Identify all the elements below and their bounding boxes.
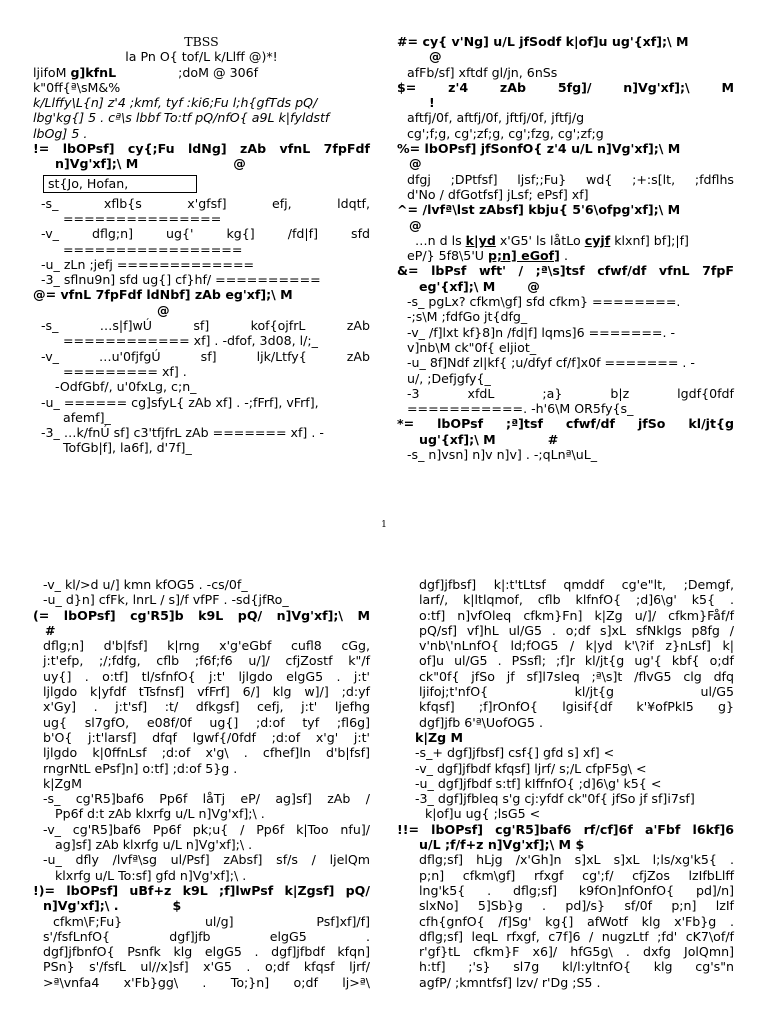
question-9-item-b-cont: ag]sf] zAb klxrfg u/L n]Vg'xf];\ . <box>55 837 253 853</box>
question-2-item-d-cont: TofGb|f], la6f], d'7f]_ <box>63 440 192 456</box>
question-1-heading-cont: n]Vg'xf];\ M @ <box>55 156 246 172</box>
question-9-item-a-cont: Pp6f d:t zAb klxrfg u/L n]Vg'xf];\ . <box>55 806 265 822</box>
page1-right-column <box>397 34 734 462</box>
question-10-subhead: k|Zg M <box>415 729 464 745</box>
question-1-heading: != lbOPsf] cy{;Fu ldNg] zAb vfnL 7fpFdf <box>33 141 370 157</box>
passage-line: ug{ sl7gfO, e08f/0f ug{] ;d:of tyf ;fl6g] <box>43 714 370 730</box>
question-5-heading: %= lbOPsf] jfSonfO{ z'4 u/L n]Vg'xf];\ M <box>397 141 681 157</box>
passage-line: b'O{ j:t'larsf] dfqf lgwf{/0fdf ;d:of x'g' j:t' <box>43 729 370 745</box>
passage-line: rngrNtL ePsf]n] o:tf] ;d:of 5}g . <box>43 760 238 776</box>
passage-line: pQ/sf] vf]hL ul/G5 . o;df s]xL sfNklgs p8fg / <box>419 622 734 638</box>
question-6-sentence-2: eP/} 5f8\5'U p;n] eGof] . <box>407 248 568 264</box>
passage2-line: >ª\vnfa4 x'Fb}gg\ . To;}n] o;df lj>ª\ <box>43 974 370 990</box>
passage2-line: cfkm\F;Fu} ul/g] Psf]xf]/f] <box>53 913 370 929</box>
passage2-line: h:tf] ;'s} sl7g kl/l:yltnfO{ klg cg's"n <box>419 959 734 975</box>
question-2-item-a-cont: ============ xf] . -dfof, 3d08, l/;_ <box>63 333 318 349</box>
passage2-line: dflg;sf] leqL rfxgf, c7f]6 / nugzLtf ;fd' cK7\of/f <box>419 928 734 944</box>
question-10-heading-cont: n]Vg'xf];\ . $ <box>43 898 182 914</box>
passage-line: ck"0f{ jfSo jf sf]l7sleq ;ª\s]t /flvG5 clg dfq <box>419 668 734 684</box>
page1-left-column <box>33 34 370 456</box>
question-5-item-1: dfgj ;DPtfsf] ljsf;;Fu} wd{ ;+:s[lt, ;fdflhs <box>407 171 734 187</box>
underlined-word-1: k|yd <box>465 232 496 248</box>
question-9-subhead: k|ZgM <box>43 775 83 791</box>
question-6-sentence-1: …n d ls k|yd x'G5' ls låtLo cyjf klxnf] bf];|f] <box>415 232 689 248</box>
document-page-2 <box>0 560 768 1024</box>
passage2-line: agfP/ ;kmntfsf] lzv/ r'Dg ;S5 . <box>419 974 601 990</box>
passage2-line: slxNo] 5]Sb}g . pd]/s} sf/0f p;n] lzIf <box>419 898 734 914</box>
full-marks: k"0ff{ª\sM&% <box>33 79 121 95</box>
question-6-marks: @ <box>409 217 422 233</box>
question-8-marks: # <box>547 431 559 447</box>
passage-line: x'Gy] . j:t'sf] :t/ dfkgsf] cefj, j:t' ljefhg <box>43 699 370 715</box>
question-2-marks: @ <box>157 302 170 318</box>
passage-line: of]u ul/G5 . PSsfl; ;f]r kl/jt{g ug'{ kbf{ o;df <box>419 653 734 669</box>
passage-line: ljifoj;t'nfO{ kl/jt{g ul/G5 <box>419 684 734 700</box>
question-10-heading: !)= lbOPsf] uBf+z k9L ;f]lwPsf k|Zgsf] pQ/ <box>33 882 370 898</box>
passage2-line: r'gf}tL cfkm}F x6]/ hfG5g\ . dxfg JolQmn] <box>419 944 734 960</box>
passage2-line: s'/fsfLnfO{ dgf]jfb elgG5 . <box>43 928 370 944</box>
subject-line <box>33 65 370 80</box>
question-7-heading: &= lbPsf wft' / ;ª\s]tsf cfwf/df vfnL 7fpF <box>397 263 734 279</box>
question-7-item-d: -3 xfdL ;a} b|z lgdf{0fdf <box>407 385 734 401</box>
question-9-item-c: -u_ dfly /lvfª\sg ul/Psf] zAbsf] sf/s / ljelQm <box>43 852 370 868</box>
question-10-item-d: -3_ dgf]jfbleq s'g cj:yfdf ck"0f{ jfSo jf sf]i7sf] <box>415 791 695 807</box>
page-number: 1 <box>381 520 387 530</box>
question-7-heading-cont: eg'{xf];\ M @ <box>419 278 540 294</box>
word-box: st{Jo, Hofan, <box>43 175 197 193</box>
passage-line: dgf]jfbsf] k|:t'tLtsf qmddf cg'e"lt, ;Demgf, <box>419 577 734 592</box>
question-9-item-a: -s_ cg'R5]baf6 Pp6f låTj eP/ ag]sf] zAb / <box>43 791 370 807</box>
question-4-marks: ! <box>429 95 435 111</box>
question-6-heading: ^= /lvfª\lst zAbsf] kbju{ 5'6\ofpg'xf];\ M <box>397 202 681 218</box>
question-10-marks: $ <box>172 898 182 914</box>
question-1-item-b-blank: ================= <box>63 241 243 257</box>
question-7-item-b: -v_ /f]lxt kf}8]n /fd|f] lqms]6 =======. - <box>407 324 676 340</box>
question-8-heading-cont: ug'{xf];\ M # <box>419 431 559 447</box>
question-7-item-c-hint: u/, ;Defjgfy{_ <box>407 370 491 386</box>
word-box-row <box>33 175 370 193</box>
question-8-item-a: -s_ n]vsn] n]v n]v] . -;qLnª\uL_ <box>407 447 598 463</box>
question-2-item-b-cont: ========= xf] . <box>63 363 187 379</box>
passage2-line: PSn} s'/fsfL ul//x]sf] x'G5 . o;df kfqsf ljrf/ <box>43 959 370 975</box>
question-3-marks: @ <box>429 49 442 65</box>
question-3-heading: #= cy{ v'Ng] u/L jfSodf k|of]u ug'{xf];\ M <box>397 34 689 49</box>
page2-left-column <box>33 577 370 990</box>
subject-name: g]kfnL <box>70 64 117 80</box>
question-4-heading: $= z'4 zAb 5fg]/ n]Vg'xf];\ M <box>397 79 734 95</box>
question-9-heading: (= lbOPsf] cg'R5]b k9L pQ/ n]Vg'xf];\ M <box>33 607 370 623</box>
question-2-item-a: -s_ …s|f]wÚ sf] kof{ojfrL zAb <box>41 318 370 334</box>
exam-title: TBSS <box>184 34 219 49</box>
question-8-item-c: -u_ d}n] cfFk, lnrL / s]/f vfPF . -sd{jfRo_ <box>43 592 289 608</box>
passage-line: dgf]jfb 6'ª\UofOG5 . <box>419 714 543 730</box>
question-5-marks: @ <box>409 156 422 172</box>
question-11-heading-cont: u/L ;f/f+z n]Vg'xf];\ M $ <box>419 837 585 853</box>
passage-line: ljlgdo k|0ffnLsf ;d:of x'g\ . cfhef]ln d'b|fsf] <box>43 745 370 761</box>
question-10-item-c: -u_ dgf]jfbdf s:tf] kIffnfO{ ;d]6\g' k5{ < <box>415 775 662 791</box>
question-8-item-b: -v_ kl/>d u/] kmn kfOG5 . -cs/0f_ <box>43 577 248 592</box>
passage2-line: lng'k5{ . dflg;sf] k9fOn]nfOnfO{ pd]/n] <box>419 882 734 898</box>
exam-subtitle: la Pn O{ tof/L k/Llff @)*! <box>125 49 278 65</box>
passage-line: v'nb\'nLnfO{ ld;fOG5 / k|yd k'\?if z}nLsf] k| <box>419 638 734 654</box>
instruction-line-3: lbOg] 5 . <box>33 125 88 141</box>
question-10-item-a: -s_+ dgf]jfbsf] csf{] gfd s] xf] < <box>415 745 615 761</box>
question-7-item-a: -s_ pgLx? cfkm\gf] sfd cfkm} ========. <box>407 294 681 310</box>
passage-line: ljlgdo k|yfdf tTsfnsf] vfFrf] 6/] klg w]/] ;d:yf <box>43 684 370 700</box>
instruction-line-1: k/Llffy\L{n] z'4 ;kmf, tyf :ki6;Fu l;h{gfTds pQ/ <box>33 95 318 111</box>
question-1-item-c: -u_ zLn ;jefj ============= <box>41 256 255 272</box>
question-4-item-2: cg';f;g, cg';zf;g, cg';fzg, cg';zf;g <box>407 125 604 141</box>
question-7-item-c: -u_ 8f]Ndf zl|kf{ ;u/dfyf cf/f]x0f ======= . - <box>407 355 695 371</box>
question-1-item-b: -v_ dflg;n] ug{' kg{] /fd|f] sfd <box>41 226 370 242</box>
underlined-word-3: p;n] eGof] <box>488 248 560 264</box>
question-4-item-1: aftfj/0f, aftfj/0f, jftfj/0f, jftfj/g <box>407 110 585 126</box>
question-10-item-b: -v_ dgf]jfbdf kfqsf] ljrf/ s;/L cfpF5g\ < <box>415 760 647 776</box>
question-7-item-a-hint: -;s\M ;fdfGo jt{dfg_ <box>407 309 528 325</box>
question-7-item-b-hint: v]nb\M ck"0f{ eljiot_ <box>407 339 537 355</box>
passage-line: uy{] . o:tf] tl/sfnfO{ j:t' ljlgdo elgG5 . j:t' <box>43 668 370 684</box>
question-7-marks: @ <box>527 278 540 294</box>
question-9-item-c-cont: klxrfg u/L To:sf] gfd n]Vg'xf];\ . <box>55 867 247 883</box>
passage2-line: cfh{gnfO{ /f]Sg' kg{] afWotf klg x'Fb}g . <box>419 913 734 929</box>
passage-line: j:t'efp, ;/;fdfg, cflb ;f6f;f6 u/]/ cfjZostf k"/f <box>43 653 370 669</box>
time-info: ;doM @ 306f <box>178 64 259 80</box>
question-10-item-d-cont: k|of]u ug{ ;lsG5 < <box>425 806 541 822</box>
question-5-item-2: d'No / dfGotfsf] jLsf; ePsf] xf] <box>407 186 589 202</box>
question-1-marks: @ <box>233 156 246 172</box>
passage-line: kfqsf] ;f]rOnfO{ lgisif{df k'¥ofPkl5 g} <box>419 699 734 715</box>
underlined-word-2: cyjf <box>584 232 611 248</box>
question-3-words: afFb/sf] xftdf gl/jn, 6nSs <box>407 64 558 80</box>
question-9-marks: # <box>45 622 56 638</box>
question-2-item-c-cont: afemf]_ <box>63 409 111 425</box>
question-2-heading: @= vfnL 7fpFdf ldNbf] zAb eg'xf];\ M <box>33 287 293 303</box>
question-1-item-d: -3_ sflnu9n] sfd ug{] cf}hf/ ========== <box>41 272 321 288</box>
question-8-heading: *= lbOPsf ;ª]tsf cfwf/df jfSo kl/jt{g <box>397 416 734 432</box>
passage-line: dflg;n] d'b|fsf] k|rng x'g'eGbf cufl8 cGg, <box>43 638 370 654</box>
question-11-heading: !!= lbOPsf] cg'R5]baf6 rf/cf]6f a'Fbf l6kf]6 <box>397 821 734 837</box>
passage2-line: p;n] cfkm\gf] rfxgf cg';f/ cfjZos lzIfbLlff <box>419 867 734 883</box>
passage-line: o:tf] n]vfOleq cfkm}Fn] k|Zg u/]/ cfkm}Fåf/f <box>419 607 734 623</box>
subject-prefix: ljifoM <box>33 64 67 80</box>
question-2-item-b: -v_ …u'0fjfgÚ sf] ljk/Ltfy{ zAb <box>41 348 370 364</box>
passage2-line: dflg;sf] hLjg /x'Gh]n s]xL s]xL l;ls/xg'k5{ . <box>419 852 734 868</box>
passage-line: larf/, k|ltlqmof, cflb klfnfO{ ;d]6\g' k5{ . <box>419 592 734 608</box>
question-2-item-c: -u_ ====== cg]sfyL{ zAb xf] . -;fFrf], vFrf], <box>41 394 319 410</box>
question-1-item-a-blank: =============== <box>63 210 222 226</box>
passage2-line: dgf]jfbnfO{ Psnfk klg elgG5 . dgf]jfbdf kfqn] <box>43 944 370 960</box>
question-7-item-d-hint: ===========. -h'6\M OR5fy{s_ <box>407 401 634 417</box>
instruction-line-2: lbg'kg{] 5 . cª\s lbbf To:tf pQ/nfO{ a9L k|fyldstf <box>33 110 330 126</box>
question-1-item-a: -s_ xflb{s x'gfsf] efj, ldqtf, <box>41 195 370 211</box>
question-2-item-d: -3_ …k/fnÚ sf] c3'tfjfrL zAb ======= xf] . - <box>41 425 324 441</box>
question-9-item-b: -v_ cg'R5]baf6 Pp6f pk;u{ / Pp6f k|Too nfu]/ <box>43 821 370 837</box>
page2-right-column <box>397 577 734 990</box>
question-2-item-b-options: -OdfGbf/, u'0fxLg, c;n_ <box>55 379 197 395</box>
